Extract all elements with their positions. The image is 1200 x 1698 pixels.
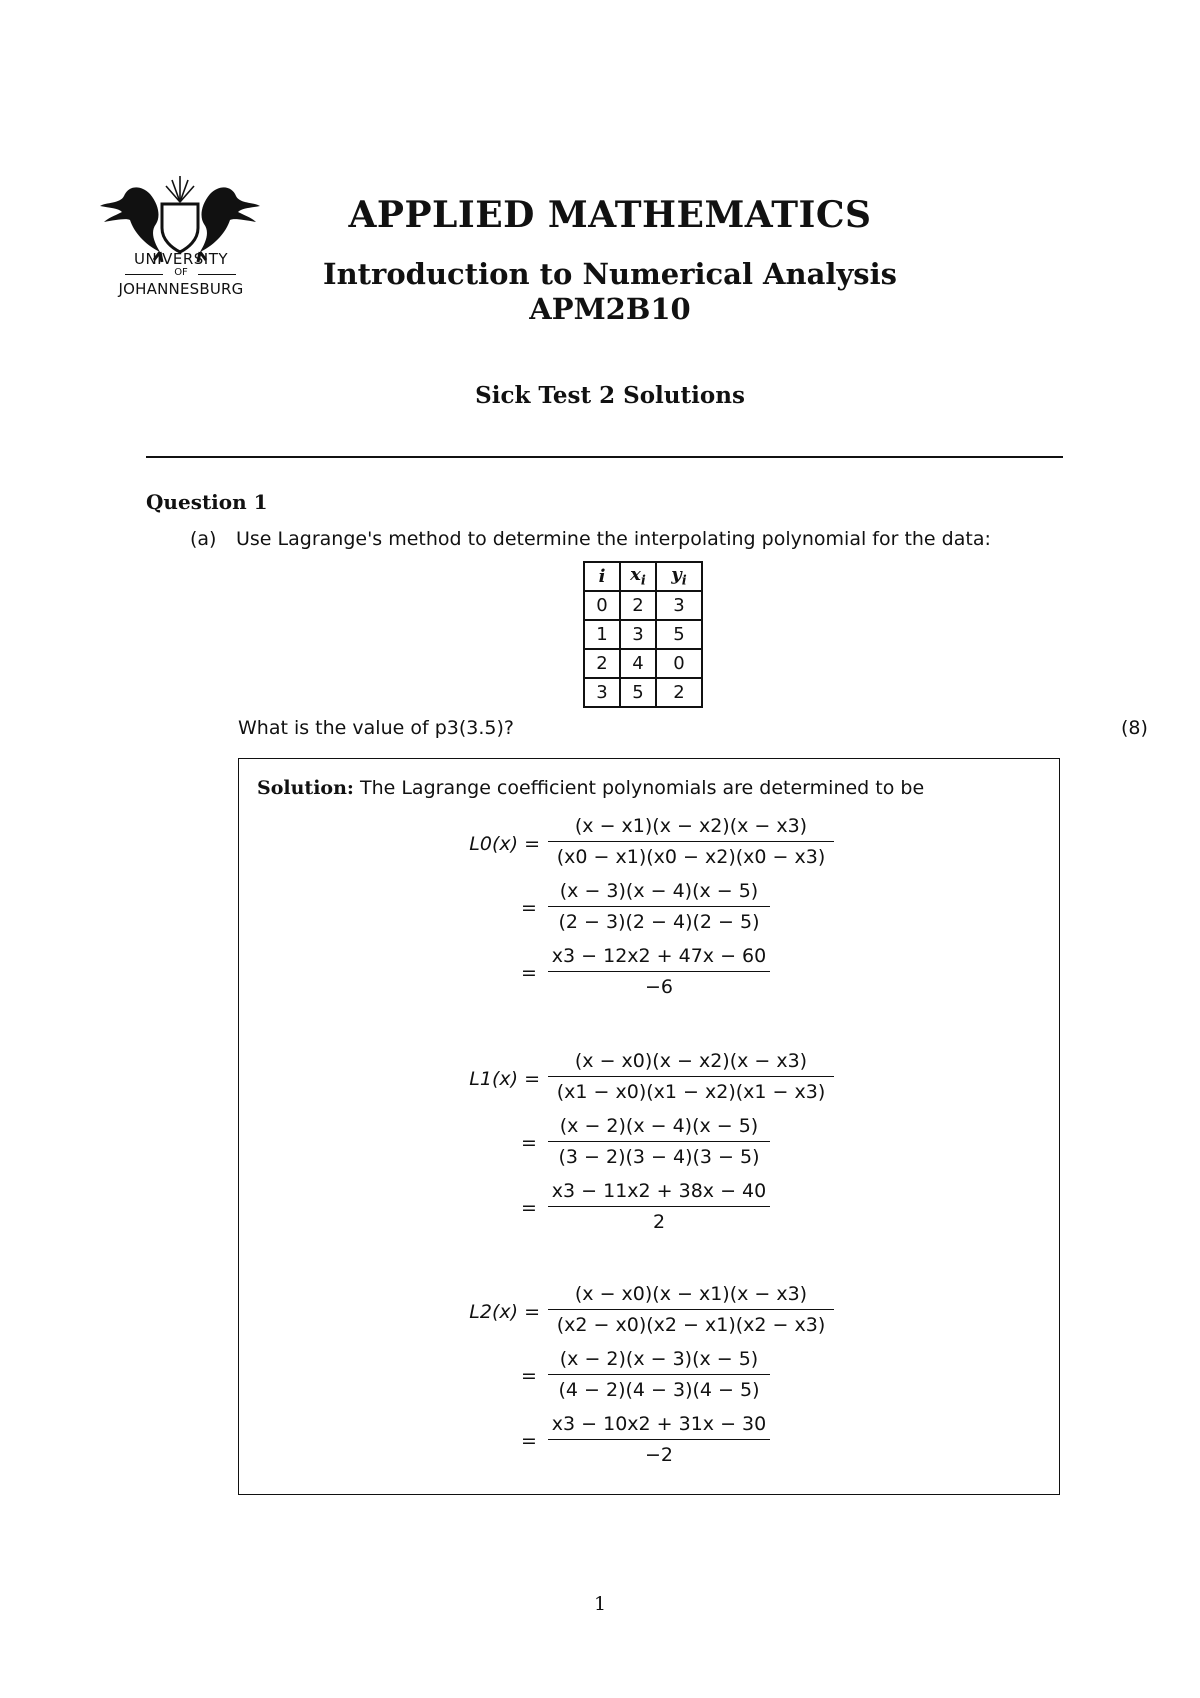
fraction — [548, 1348, 770, 1401]
fraction-numerator: (x − x0)(x − x2)(x − x3) — [548, 1050, 834, 1077]
table-cell: 2 — [584, 649, 620, 678]
fraction-numerator: (x − 3)(x − 4)(x − 5) — [548, 880, 770, 907]
fraction-numerator: (x − 2)(x − 3)(x − 5) — [548, 1348, 770, 1375]
table-row — [584, 678, 702, 707]
table-cell: 0 — [584, 591, 620, 620]
course-title: Introduction to Numerical Analysis — [323, 257, 897, 291]
fraction-numerator: x3 − 10x2 + 31x − 30 — [548, 1413, 770, 1440]
page-number: 1 — [593, 1593, 607, 1615]
data-table — [583, 561, 703, 708]
table-header-yi: $y_i$ — [656, 562, 702, 591]
solution-intro — [257, 777, 924, 799]
part-label: (a) — [190, 528, 217, 550]
table-cell: 1 — [584, 620, 620, 649]
fraction — [548, 945, 770, 998]
table-header-row — [584, 562, 702, 591]
fraction — [548, 1180, 770, 1233]
fraction-numerator: (x − x1)(x − x2)(x − x3) — [548, 815, 834, 842]
equals-sign: = — [521, 1365, 537, 1387]
table-cell: 4 — [620, 649, 656, 678]
logo-text-johannesburg: JOHANNESBURG — [118, 280, 244, 298]
logo-text-university: UNIVERSITY — [133, 250, 229, 268]
part-text: Use Lagrange's method to determine the interpolating polynomial for the data: — [236, 528, 991, 550]
equation-lhs: L2(x) = — [469, 1301, 540, 1323]
table-header-i: i — [584, 562, 620, 591]
equals-sign: = — [521, 962, 537, 984]
solution-intro-text: The Lagrange coefficient polynomials are determined to be — [359, 777, 925, 799]
fraction-denominator: −6 — [644, 976, 673, 998]
fraction — [548, 815, 834, 868]
solution-label: Solution: — [257, 777, 354, 799]
table-header-xi: $x_i$ — [620, 562, 656, 591]
equation-lhs: L1(x) = — [469, 1068, 540, 1090]
table-cell: 3 — [584, 678, 620, 707]
question-prompt: What is the value of p3(3.5)? — [238, 717, 514, 739]
table-row — [584, 649, 702, 678]
table-row — [584, 591, 702, 620]
equals-sign: = — [521, 1132, 537, 1154]
equation-lhs: L0(x) = — [469, 833, 540, 855]
table-cell: 3 — [656, 591, 702, 620]
table-cell: 2 — [656, 678, 702, 707]
fraction-numerator: x3 − 11x2 + 38x − 40 — [548, 1180, 770, 1207]
table-cell: 0 — [656, 649, 702, 678]
test-name: Sick Test 2 Solutions — [475, 382, 745, 409]
equals-sign: = — [521, 1430, 537, 1452]
table-cell: 5 — [656, 620, 702, 649]
fraction — [548, 1050, 834, 1103]
fraction — [548, 1413, 770, 1466]
question-heading: Question 1 — [146, 490, 268, 514]
document-title: APPLIED MATHEMATICS — [348, 194, 872, 236]
fraction-denominator: (3 − 2)(3 − 4)(3 − 5) — [558, 1146, 760, 1168]
fraction — [548, 880, 770, 933]
fraction-denominator: −2 — [644, 1444, 673, 1466]
horizontal-rule — [146, 456, 1063, 458]
table-cell: 5 — [620, 678, 656, 707]
course-code: APM2B10 — [529, 292, 691, 326]
question-marks: (8) — [1121, 717, 1148, 739]
fraction-denominator: (x2 − x0)(x2 − x1)(x2 − x3) — [556, 1314, 826, 1336]
fraction — [548, 1283, 834, 1336]
logo-divider — [198, 274, 236, 275]
logo-text-of: OF — [174, 267, 188, 278]
fraction-denominator: (x1 − x0)(x1 − x2)(x1 − x3) — [556, 1081, 826, 1103]
question-part-a — [190, 528, 991, 550]
equals-sign: = — [521, 897, 537, 919]
table-cell: 3 — [620, 620, 656, 649]
fraction-denominator: 2 — [652, 1211, 666, 1233]
fraction-denominator: (4 − 2)(4 − 3)(4 − 5) — [558, 1379, 760, 1401]
table-row — [584, 620, 702, 649]
table-cell: 2 — [620, 591, 656, 620]
fraction-numerator: x3 − 12x2 + 47x − 60 — [548, 945, 770, 972]
equals-sign: = — [521, 1197, 537, 1219]
fraction-denominator: (2 − 3)(2 − 4)(2 − 5) — [558, 911, 760, 933]
fraction-denominator: (x0 − x1)(x0 − x2)(x0 − x3) — [556, 846, 826, 868]
fraction-numerator: (x − x0)(x − x1)(x − x3) — [548, 1283, 834, 1310]
fraction — [548, 1115, 770, 1168]
fraction-numerator: (x − 2)(x − 4)(x − 5) — [548, 1115, 770, 1142]
